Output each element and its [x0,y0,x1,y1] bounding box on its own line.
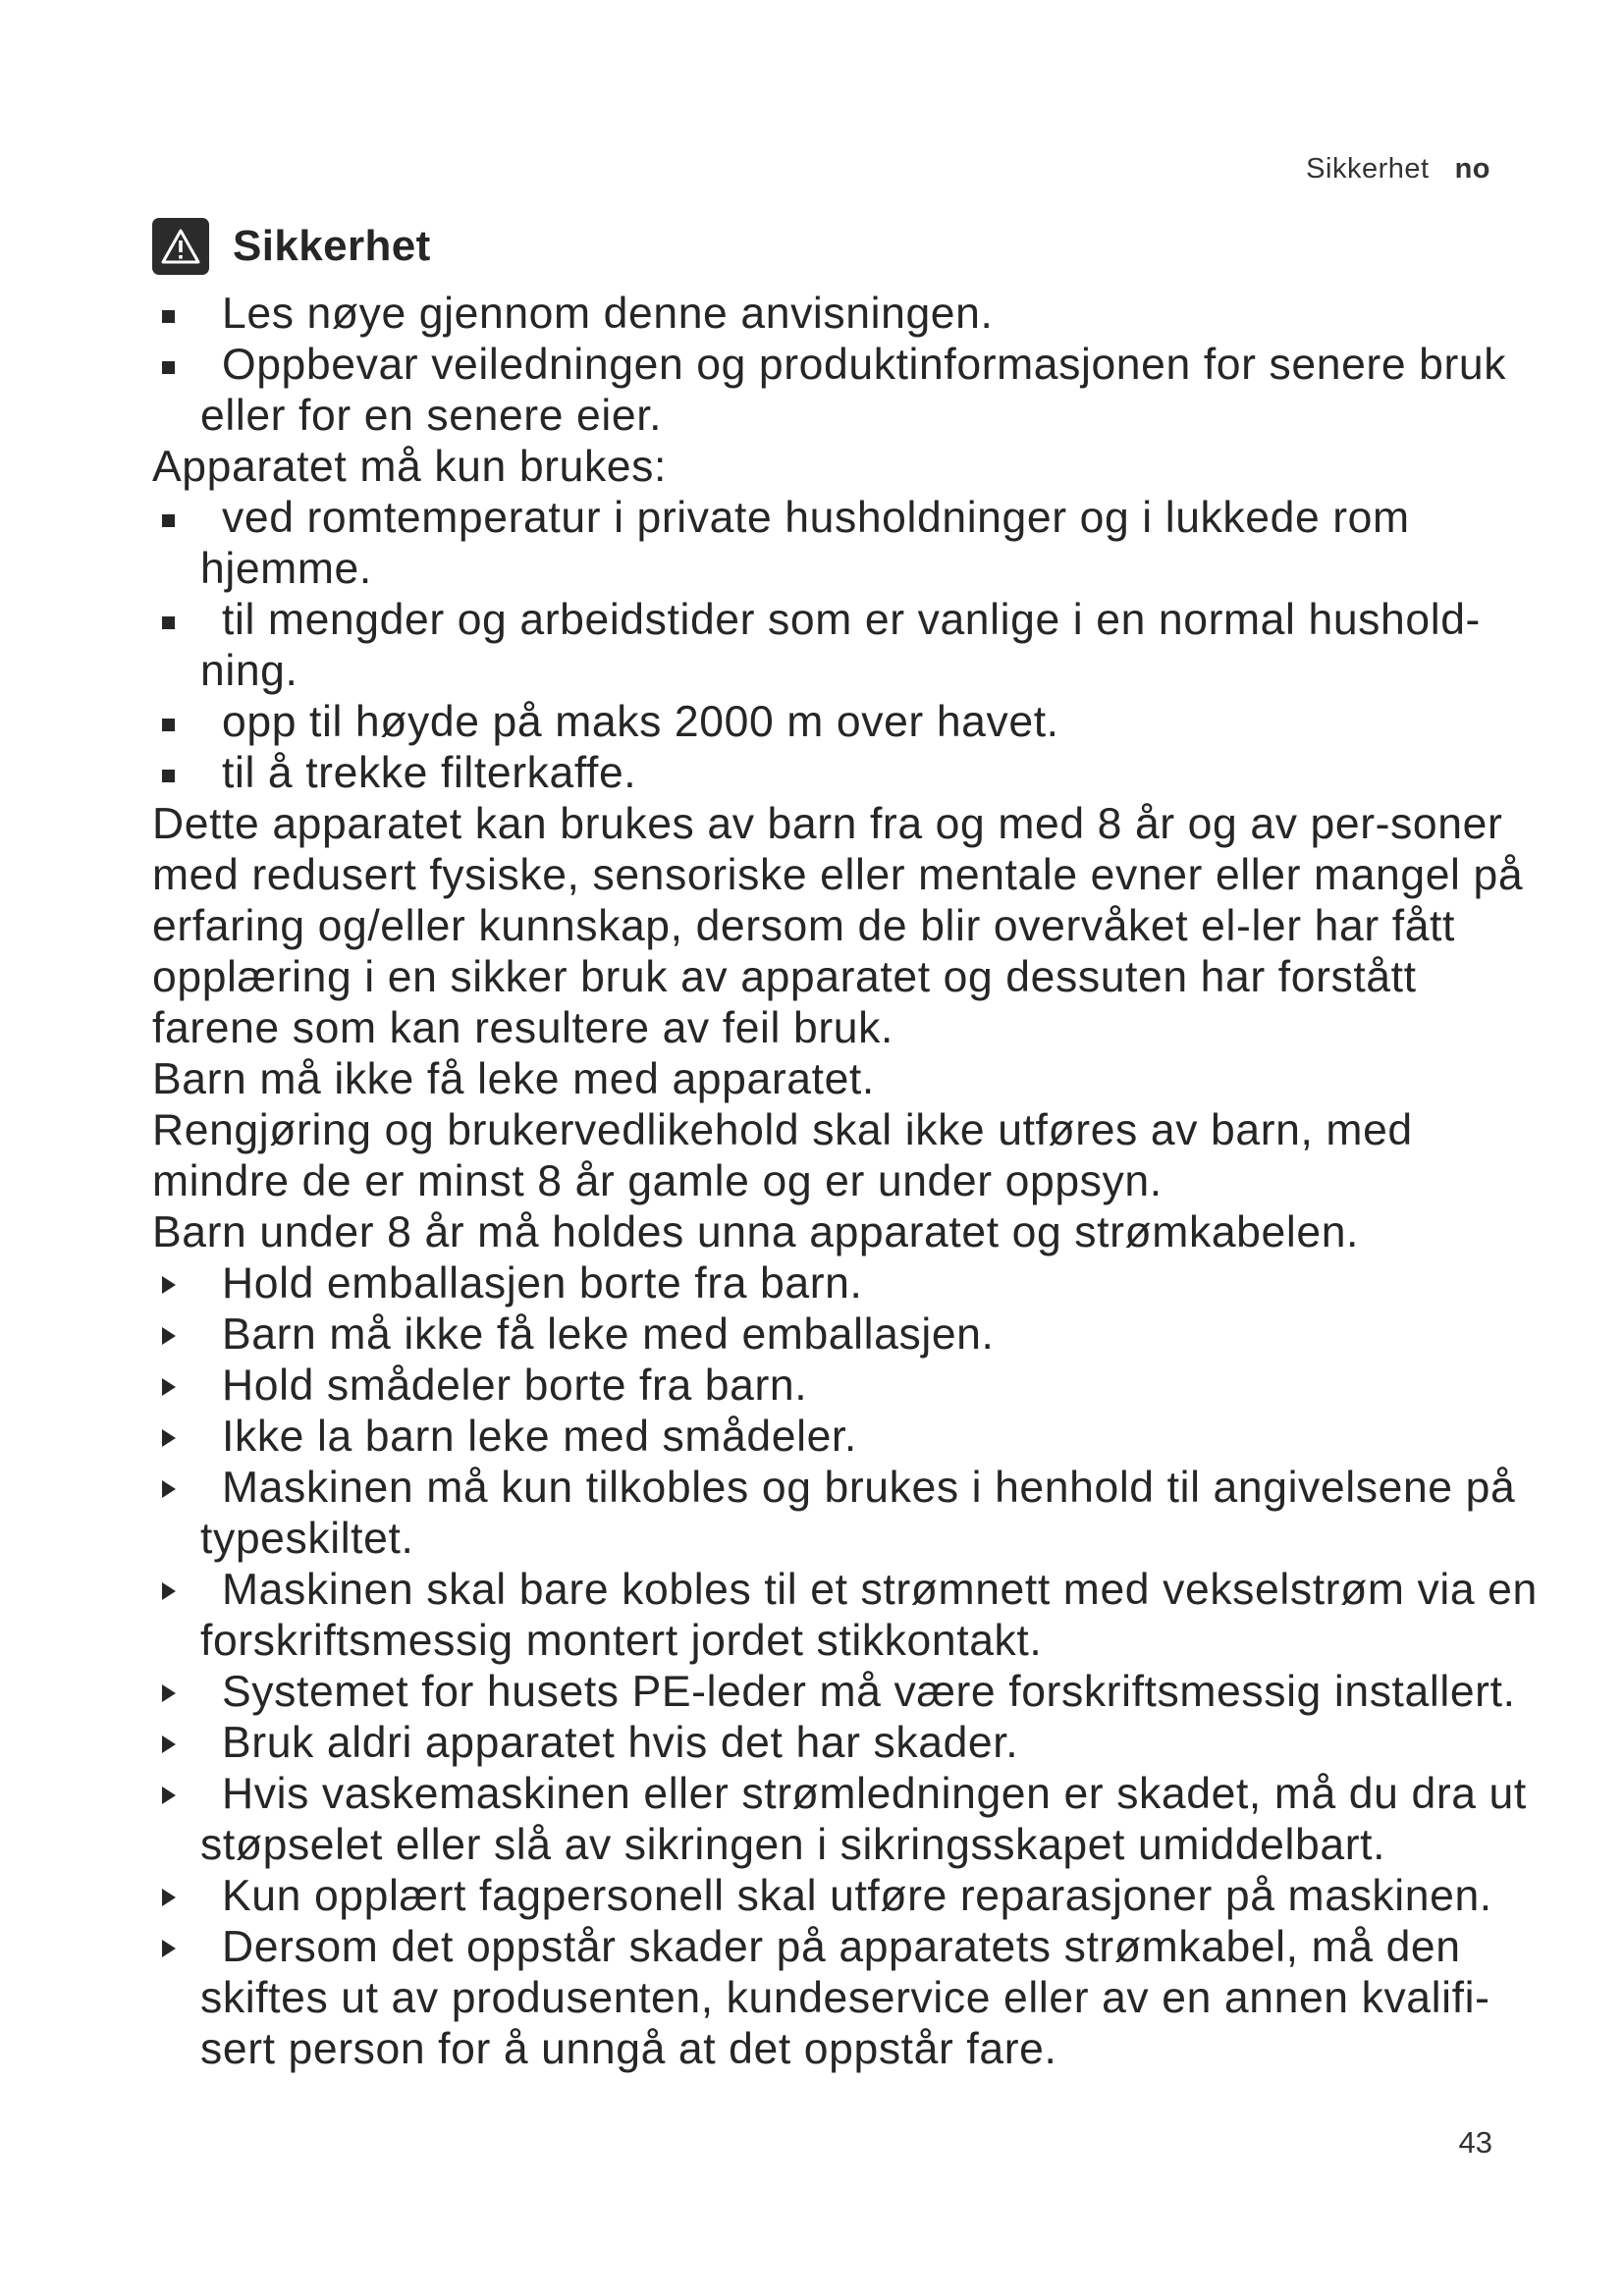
usage-intro: Apparatet må kun brukes: [152,443,667,491]
safety-section [152,212,1546,2075]
paragraph-children-usage: Dette apparatet kan brukes av barn fra og med 8 år og av per-soner med redusert fysiske, sensoriske eller mentale evner eller mangel på erfaring og/eller kunnskap, dersom de blir overvåket el-ler har fått opplæring i en sikker bruk av apparatet og dessuten har forstått farene som kan resultere av feil bruk. [152,800,1524,1052]
section-heading [152,212,1546,281]
action-item: Hvis vaskemaskinen eller strømledningen er skadet, må du dra ut støpselet eller slå av sikringen i sikringsskapet umiddelbart. [152,1769,1546,1871]
paragraph-no-play: Barn må ikke få leke med apparatet. [152,1055,875,1103]
language-code: no [1454,153,1490,185]
running-header [1306,153,1490,186]
list-item: Les nøye gjennom denne anvisningen. [152,289,1546,340]
action-item: Ikke la barn leke med smådeler. [152,1412,1546,1463]
list-item: til mengder og arbeidstider som er vanlige i en normal hushold-ning. [152,595,1546,697]
list-item: ved romtemperatur i private husholdninger og i lukkede rom hjemme. [152,493,1546,595]
section-title: Sikkerhet [233,222,431,270]
intro-list [152,289,1546,442]
running-header-section: Sikkerhet [1306,153,1430,185]
paragraph-cleaning: Rengjøring og brukervedlikehold skal ikke utføres av barn, med mindre de er minst 8 år gamle og er under oppsyn. [152,1106,1413,1205]
list-item: Oppbevar veiledningen og produktinformasjonen for senere bruk eller for en senere eier. [152,340,1546,442]
paragraph-under-8: Barn under 8 år må holdes unna apparatet og strømkabelen. [152,1208,1360,1256]
action-item: Hold emballasjen borte fra barn. [152,1258,1546,1309]
usage-list [152,493,1546,799]
action-list [152,1258,1546,2075]
list-item: opp til høyde på maks 2000 m over havet. [152,697,1546,748]
action-item: Dersom det oppstår skader på apparatets strømkabel, må den skiftes ut av produsenten, kundeservice eller av en annen kvalifi-sert person for å unngå at det oppstår fare. [152,1922,1546,2075]
action-item: Maskinen skal bare kobles til et strømnett med vekselstrøm via en forskriftsmessig montert jordet stikkontakt. [152,1565,1546,1667]
action-item: Systemet for husets PE-leder må være forskriftsmessig installert. [152,1667,1546,1718]
list-item: til å trekke filterkaffe. [152,748,1546,799]
action-item: Barn må ikke få leke med emballasjen. [152,1309,1546,1361]
action-item: Bruk aldri apparatet hvis det har skader. [152,1718,1546,1769]
page-number: 43 [1458,2125,1492,2160]
action-item: Maskinen må kun tilkobles og brukes i henhold til angivelsene på typeskiltet. [152,1463,1546,1565]
action-item: Hold smådeler borte fra barn. [152,1361,1546,1412]
action-item: Kun opplært fagpersonell skal utføre reparasjoner på maskinen. [152,1871,1546,1922]
warning-icon [152,218,209,275]
